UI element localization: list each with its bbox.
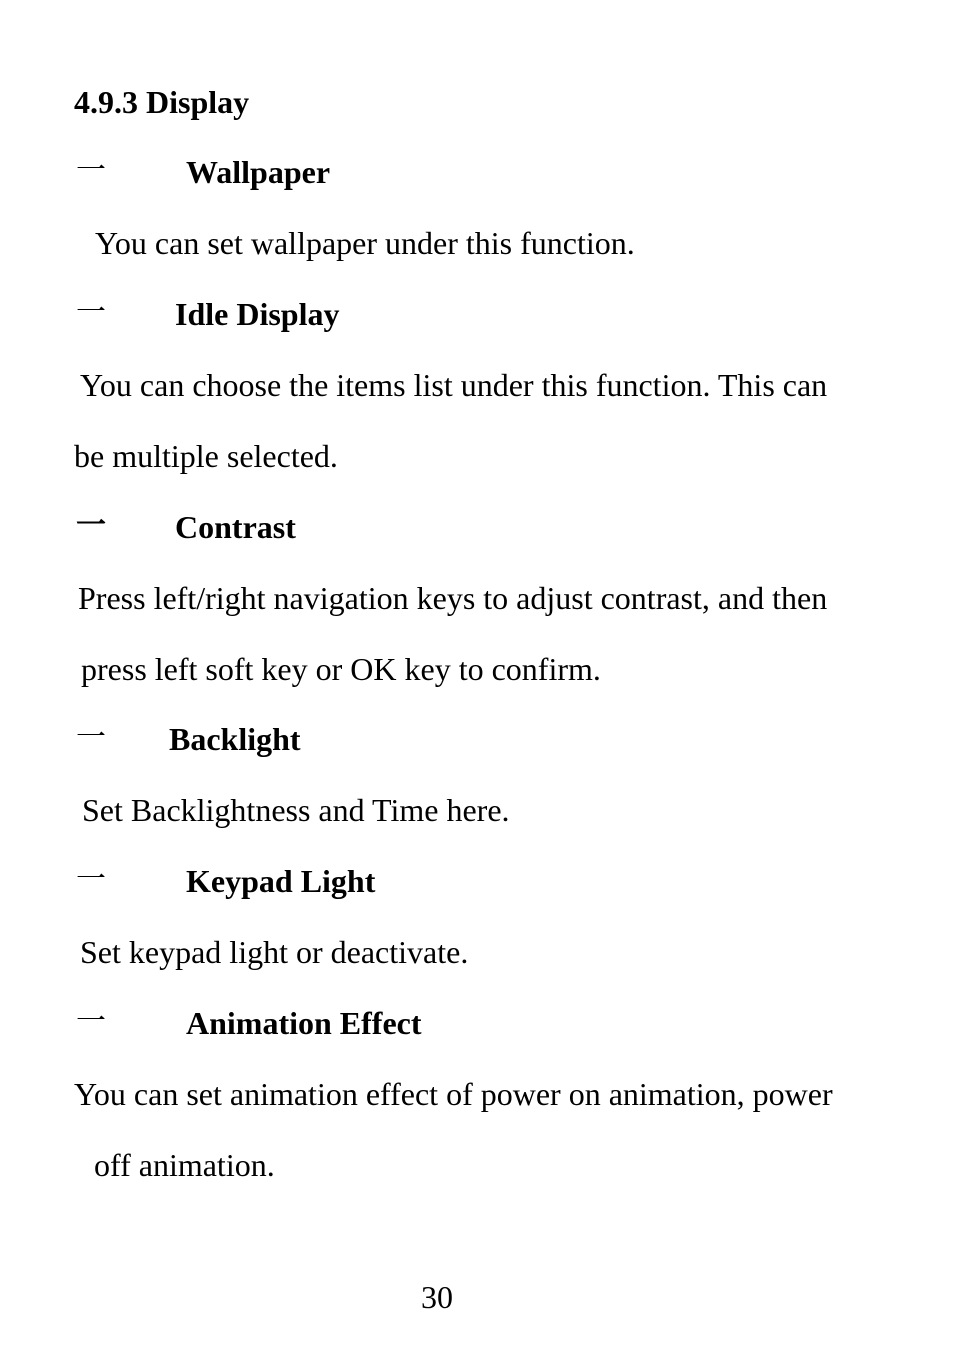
- item-text: Set Backlightness and Time here.: [82, 792, 510, 828]
- item-title-wallpaper: Wallpaper: [186, 154, 331, 190]
- item-text: off animation.: [94, 1147, 275, 1183]
- bullet-dash: 一: [76, 1005, 106, 1038]
- item-text: Press left/right navigation keys to adjust contrast, and then: [78, 580, 828, 616]
- section-title: 4.9.3 Display: [74, 84, 250, 120]
- item-title-contrast: Contrast: [175, 509, 296, 545]
- item-title-animation-effect: Animation Effect: [186, 1005, 422, 1041]
- bullet-dash: 一: [76, 863, 106, 896]
- item-text: You can set wallpaper under this function.: [95, 225, 635, 261]
- bullet-dash: 一: [76, 296, 106, 329]
- item-title-idle-display: Idle Display: [175, 296, 340, 332]
- bullet-dash: 一: [76, 509, 106, 542]
- item-text: You can set animation effect of power on animation, power: [74, 1076, 833, 1112]
- bullet-dash: 一: [76, 154, 106, 187]
- item-text: Set keypad light or deactivate.: [80, 934, 469, 970]
- bullet-dash: 一: [76, 721, 106, 754]
- item-text: be multiple selected.: [74, 438, 338, 474]
- page-number: 30: [421, 1279, 453, 1315]
- item-title-keypad-light: Keypad Light: [186, 863, 376, 899]
- item-text: You can choose the items list under this function. This can: [80, 367, 828, 403]
- item-title-backlight: Backlight: [169, 721, 301, 757]
- item-text: press left soft key or OK key to confirm.: [81, 651, 601, 687]
